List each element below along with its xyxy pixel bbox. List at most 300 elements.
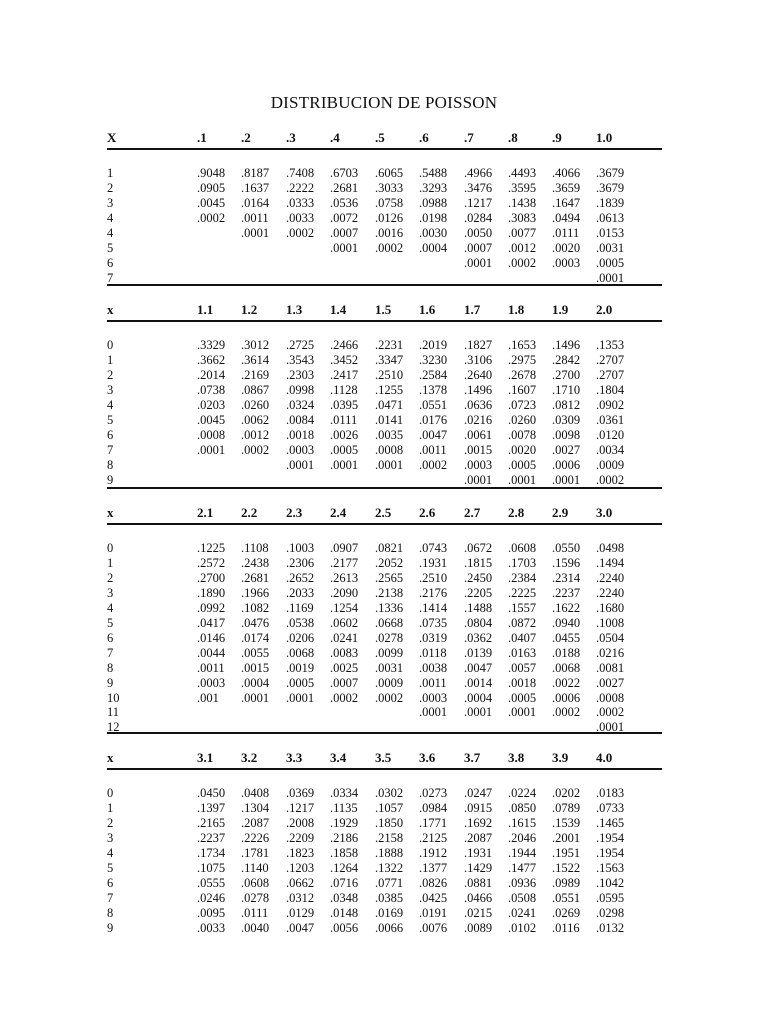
probability-cell: .0001 <box>330 457 359 472</box>
probability-cell: .0011 <box>197 660 225 675</box>
probability-cell: .0348 <box>330 890 359 905</box>
probability-cell: .1680 <box>596 600 625 615</box>
probability-cell: .0002 <box>596 705 625 720</box>
probability-cell: .3083 <box>508 210 537 225</box>
poisson-table-section <box>107 505 662 745</box>
probability-cell: .0001 <box>596 720 625 735</box>
probability-cell: .1522 <box>552 860 581 875</box>
x-value-cell: 4 <box>107 397 114 412</box>
lambda-column-header: 3.3 <box>286 750 303 765</box>
probability-cell: .0595 <box>596 890 625 905</box>
probability-cell: .0004 <box>419 240 448 255</box>
probability-cell: .0269 <box>552 905 581 920</box>
probability-cell: .9048 <box>197 166 226 180</box>
probability-cell: .0789 <box>552 800 581 815</box>
table-row <box>107 571 662 586</box>
lambda-column-header: 2.5 <box>375 505 392 520</box>
probability-cell: .0027 <box>552 442 581 457</box>
probability-cell: .0821 <box>375 541 404 555</box>
probability-cell: .0278 <box>241 890 270 905</box>
probability-cell: .0733 <box>596 800 625 815</box>
probability-cell: .0278 <box>375 630 404 645</box>
probability-cell: .0198 <box>419 210 448 225</box>
probability-cell: .0723 <box>508 397 537 412</box>
table-row <box>107 181 662 196</box>
probability-cell: .0247 <box>464 786 493 800</box>
probability-cell: .1304 <box>241 800 270 815</box>
x-value-cell: 4 <box>107 845 114 860</box>
probability-cell: .0001 <box>197 442 226 457</box>
probability-cell: .1850 <box>375 815 404 830</box>
x-value-cell: 2 <box>107 815 114 830</box>
x-value-cell: 2 <box>107 570 114 585</box>
probability-cell: .0007 <box>464 240 493 255</box>
probability-cell: .0077 <box>508 225 537 240</box>
probability-cell: .3679 <box>596 180 625 195</box>
probability-cell: .1931 <box>419 555 448 570</box>
probability-cell: .0001 <box>464 472 493 487</box>
probability-cell: .2158 <box>375 830 404 845</box>
probability-cell: .2700 <box>552 367 581 382</box>
probability-cell: .0002 <box>330 690 359 705</box>
probability-cell: .0408 <box>241 786 270 800</box>
probability-cell: .0662 <box>286 875 315 890</box>
probability-cell: .0002 <box>508 255 537 270</box>
probability-cell: .0006 <box>552 457 581 472</box>
probability-cell: .0246 <box>197 890 226 905</box>
probability-cell: .0001 <box>375 457 404 472</box>
probability-cell: .1169 <box>286 600 314 615</box>
probability-cell: .3347 <box>375 352 404 367</box>
probability-cell: .0111 <box>330 412 358 427</box>
probability-cell: .0098 <box>552 427 581 442</box>
table-row <box>107 556 662 571</box>
probability-cell: .0002 <box>286 225 315 240</box>
x-value-cell: 0 <box>107 338 114 352</box>
x-value-cell: 7 <box>107 270 114 285</box>
lambda-column-header: 4.0 <box>596 750 613 765</box>
table-row <box>107 458 662 473</box>
probability-cell: .0050 <box>464 225 493 240</box>
probability-cell: .0003 <box>197 675 226 690</box>
probability-cell: .1336 <box>375 600 404 615</box>
probability-cell: .0334 <box>330 786 359 800</box>
table-row <box>107 383 662 398</box>
probability-cell: .2125 <box>419 830 448 845</box>
probability-cell: .0538 <box>286 615 315 630</box>
probability-cell: .2222 <box>286 180 315 195</box>
probability-cell: .2209 <box>286 830 315 845</box>
x-value-cell: 5 <box>107 615 114 630</box>
probability-cell: .0078 <box>508 427 537 442</box>
probability-cell: .1494 <box>596 555 625 570</box>
x-value-cell: 0 <box>107 541 114 555</box>
probability-cell: .3293 <box>419 180 448 195</box>
probability-cell: .0369 <box>286 786 315 800</box>
x-value-cell: 5 <box>107 240 114 255</box>
probability-cell: .2725 <box>286 338 315 352</box>
probability-cell: .0056 <box>330 920 359 935</box>
table-row <box>107 166 662 181</box>
probability-cell: .2384 <box>508 570 537 585</box>
probability-cell: .0002 <box>552 705 581 720</box>
probability-cell: .0005 <box>596 255 625 270</box>
probability-cell: .1637 <box>241 180 270 195</box>
probability-cell: .0083 <box>330 645 359 660</box>
probability-cell: .0020 <box>508 442 537 457</box>
x-value-cell: 6 <box>107 427 114 442</box>
probability-cell: .0018 <box>286 427 315 442</box>
probability-cell: .0738 <box>197 382 226 397</box>
x-column-header: x <box>107 750 114 765</box>
probability-cell: .0018 <box>508 675 537 690</box>
probability-cell: .0116 <box>552 920 580 935</box>
probability-cell: .1217 <box>464 195 493 210</box>
probability-cell: .4493 <box>508 166 537 180</box>
table-row <box>107 921 662 936</box>
probability-cell: .0081 <box>596 660 625 675</box>
probability-cell: .0111 <box>241 905 269 920</box>
probability-cell: .0998 <box>286 382 315 397</box>
x-value-cell: 2 <box>107 367 114 382</box>
probability-cell: .0164 <box>241 195 270 210</box>
probability-cell: .1217 <box>286 800 315 815</box>
x-value-cell: 8 <box>107 457 114 472</box>
probability-cell: .1057 <box>375 800 404 815</box>
probability-cell: .0319 <box>419 630 448 645</box>
probability-cell: .1557 <box>508 600 537 615</box>
probability-cell: .0902 <box>596 397 625 412</box>
probability-cell: .0716 <box>330 875 359 890</box>
probability-cell: .0001 <box>241 225 270 240</box>
x-value-cell: 1 <box>107 800 114 815</box>
probability-cell: .1929 <box>330 815 359 830</box>
x-value-cell: 1 <box>107 555 114 570</box>
probability-cell: .1203 <box>286 860 315 875</box>
probability-cell: .0006 <box>552 690 581 705</box>
x-value-cell: 4 <box>107 225 114 240</box>
probability-cell: .0004 <box>464 690 493 705</box>
x-value-cell: 3 <box>107 585 114 600</box>
probability-cell: .0471 <box>375 397 404 412</box>
probability-cell: .0407 <box>508 630 537 645</box>
probability-cell: .2510 <box>419 570 448 585</box>
probability-cell: .0027 <box>596 675 625 690</box>
probability-cell: .1042 <box>596 875 625 890</box>
x-value-cell: 5 <box>107 860 114 875</box>
probability-cell: .0260 <box>508 412 537 427</box>
probability-cell: .0309 <box>552 412 581 427</box>
lambda-column-header: 1.7 <box>464 302 481 317</box>
probability-cell: .2240 <box>596 585 625 600</box>
x-value-cell: 6 <box>107 630 114 645</box>
table-row <box>107 473 662 488</box>
probability-cell: .1075 <box>197 860 226 875</box>
probability-cell: .0005 <box>286 675 315 690</box>
probability-cell: .0062 <box>241 412 270 427</box>
probability-cell: .0139 <box>464 645 493 660</box>
probability-cell: .3614 <box>241 352 270 367</box>
probability-cell: .1888 <box>375 845 404 860</box>
probability-cell: .0191 <box>419 905 448 920</box>
lambda-column-header: 1.0 <box>596 130 613 145</box>
probability-cell: .0072 <box>330 210 359 225</box>
probability-cell: .1378 <box>419 382 448 397</box>
probability-cell: .0005 <box>508 457 537 472</box>
lambda-column-header: 1.9 <box>552 302 569 317</box>
probability-cell: .0163 <box>508 645 537 660</box>
probability-cell: .2842 <box>552 352 581 367</box>
probability-cell: .3329 <box>197 338 226 352</box>
lambda-column-header: .3 <box>286 130 296 145</box>
probability-cell: .0743 <box>419 541 448 555</box>
probability-cell: .0004 <box>241 675 270 690</box>
probability-cell: .0536 <box>330 195 359 210</box>
probability-cell: .2700 <box>197 570 226 585</box>
x-value-cell: 10 <box>107 690 120 705</box>
probability-cell: .0045 <box>197 412 226 427</box>
probability-cell: .0001 <box>286 690 315 705</box>
probability-cell: .0466 <box>464 890 493 905</box>
probability-cell: .0002 <box>419 457 448 472</box>
lambda-column-header: 2.8 <box>508 505 525 520</box>
probability-cell: .2640 <box>464 367 493 382</box>
probability-cell: .2169 <box>241 367 270 382</box>
lambda-column-header: .8 <box>508 130 518 145</box>
probability-cell: .1692 <box>464 815 493 830</box>
table-row <box>107 876 662 891</box>
probability-cell: .0312 <box>286 890 315 905</box>
probability-cell: .0216 <box>596 645 625 660</box>
probability-cell: .1804 <box>596 382 625 397</box>
lambda-column-header: 2.4 <box>330 505 347 520</box>
probability-cell: .2087 <box>464 830 493 845</box>
table-row <box>107 906 662 921</box>
probability-cell: .0020 <box>552 240 581 255</box>
probability-cell: .0031 <box>375 660 404 675</box>
header-divider <box>107 320 662 322</box>
probability-cell: .1622 <box>552 600 581 615</box>
probability-cell: .0012 <box>241 427 270 442</box>
probability-cell: .1734 <box>197 845 226 860</box>
x-value-cell: 3 <box>107 382 114 397</box>
probability-cell: .0003 <box>464 457 493 472</box>
table-header-row <box>107 302 662 320</box>
x-column-header: x <box>107 505 114 520</box>
probability-cell: .0989 <box>552 875 581 890</box>
table-row <box>107 661 662 676</box>
probability-cell: .0476 <box>241 615 270 630</box>
table-row <box>107 705 662 720</box>
probability-cell: .0089 <box>464 920 493 935</box>
probability-cell: .2510 <box>375 367 404 382</box>
probability-cell: .5488 <box>419 166 448 180</box>
lambda-column-header: 3.8 <box>508 750 525 765</box>
lambda-column-header: 2.2 <box>241 505 258 520</box>
probability-cell: .0084 <box>286 412 315 427</box>
probability-cell: .0126 <box>375 210 404 225</box>
probability-cell: .0011 <box>419 442 447 457</box>
probability-cell: .2240 <box>596 570 625 585</box>
probability-cell: .0153 <box>596 225 625 240</box>
table-row <box>107 398 662 413</box>
probability-cell: .0008 <box>375 442 404 457</box>
lambda-column-header: 1.2 <box>241 302 258 317</box>
probability-cell: .0030 <box>419 225 448 240</box>
poisson-table-section <box>107 130 662 296</box>
probability-cell: .2681 <box>241 570 270 585</box>
probability-cell: .2205 <box>464 585 493 600</box>
probability-cell: .0992 <box>197 600 226 615</box>
probability-cell: .0608 <box>508 541 537 555</box>
lambda-column-header: .7 <box>464 130 474 145</box>
probability-cell: .0001 <box>552 472 581 487</box>
table-row <box>107 541 662 556</box>
probability-cell: .3452 <box>330 352 359 367</box>
x-value-cell: 4 <box>107 210 114 225</box>
probability-cell: .0102 <box>508 920 537 935</box>
lambda-column-header: 3.0 <box>596 505 613 520</box>
x-column-header: x <box>107 302 114 317</box>
probability-cell: .0033 <box>197 920 226 935</box>
probability-cell: .0333 <box>286 195 315 210</box>
probability-cell: .1596 <box>552 555 581 570</box>
probability-cell: .0129 <box>286 905 315 920</box>
probability-cell: .0224 <box>508 786 537 800</box>
probability-cell: .0034 <box>596 442 625 457</box>
probability-cell: .0188 <box>552 645 581 660</box>
table-row <box>107 413 662 428</box>
probability-cell: .1815 <box>464 555 493 570</box>
probability-cell: .3543 <box>286 352 315 367</box>
lambda-column-header: 1.3 <box>286 302 303 317</box>
header-divider <box>107 523 662 525</box>
lambda-column-header: 3.9 <box>552 750 569 765</box>
x-value-cell: 8 <box>107 905 114 920</box>
table-row <box>107 601 662 616</box>
table-header-row <box>107 505 662 523</box>
probability-cell: .0494 <box>552 210 581 225</box>
probability-cell: .2225 <box>508 585 537 600</box>
probability-cell: .0009 <box>596 457 625 472</box>
probability-cell: .2652 <box>286 570 315 585</box>
probability-cell: .1607 <box>508 382 537 397</box>
probability-cell: .1255 <box>375 382 404 397</box>
probability-cell: .1465 <box>596 815 625 830</box>
lambda-column-header: 3.2 <box>241 750 258 765</box>
probability-cell: .2237 <box>197 830 226 845</box>
probability-cell: .1539 <box>552 815 581 830</box>
probability-cell: .1414 <box>419 600 448 615</box>
table-row <box>107 801 662 816</box>
probability-cell: .1563 <box>596 860 625 875</box>
probability-cell: .0008 <box>596 690 625 705</box>
probability-cell: .0668 <box>375 615 404 630</box>
lambda-column-header: 2.6 <box>419 505 436 520</box>
probability-cell: .0758 <box>375 195 404 210</box>
x-value-cell: 6 <box>107 255 114 270</box>
probability-cell: .1823 <box>286 845 315 860</box>
probability-cell: .1397 <box>197 800 226 815</box>
probability-cell: .2176 <box>419 585 448 600</box>
probability-cell: .1377 <box>419 860 448 875</box>
probability-cell: .2572 <box>197 555 226 570</box>
probability-cell: .0324 <box>286 397 315 412</box>
probability-cell: .2231 <box>375 338 404 352</box>
probability-cell: .0001 <box>508 472 537 487</box>
probability-cell: .2417 <box>330 367 359 382</box>
probability-cell: .1653 <box>508 338 537 352</box>
lambda-column-header: 3.5 <box>375 750 392 765</box>
probability-cell: .1082 <box>241 600 270 615</box>
x-value-cell: 12 <box>107 720 120 735</box>
probability-cell: .0002 <box>241 442 270 457</box>
probability-cell: .0804 <box>464 615 493 630</box>
x-value-cell: 2 <box>107 180 114 195</box>
probability-cell: .1703 <box>508 555 537 570</box>
probability-cell: .0015 <box>464 442 493 457</box>
lambda-column-header: .4 <box>330 130 340 145</box>
probability-cell: .3230 <box>419 352 448 367</box>
probability-cell: .8187 <box>241 166 270 180</box>
probability-cell: .0019 <box>286 660 315 675</box>
probability-cell: .7408 <box>286 166 315 180</box>
probability-cell: .0872 <box>508 615 537 630</box>
probability-cell: .0002 <box>596 472 625 487</box>
probability-cell: .3476 <box>464 180 493 195</box>
probability-cell: .0002 <box>197 210 226 225</box>
probability-cell: .1912 <box>419 845 448 860</box>
probability-cell: .0602 <box>330 615 359 630</box>
probability-cell: .0867 <box>241 382 270 397</box>
probability-cell: .0076 <box>419 920 448 935</box>
probability-cell: .0812 <box>552 397 581 412</box>
probability-cell: .2019 <box>419 338 448 352</box>
probability-cell: .1128 <box>330 382 358 397</box>
probability-cell: .1966 <box>241 585 270 600</box>
probability-cell: .0047 <box>286 920 315 935</box>
lambda-column-header: 3.7 <box>464 750 481 765</box>
table-row <box>107 691 662 706</box>
probability-cell: .0169 <box>375 905 404 920</box>
probability-cell: .0012 <box>508 240 537 255</box>
probability-cell: .0025 <box>330 660 359 675</box>
probability-cell: .6065 <box>375 166 404 180</box>
x-value-cell: 11 <box>107 705 120 720</box>
probability-cell: .0216 <box>464 412 493 427</box>
probability-cell: .1496 <box>464 382 493 397</box>
probability-cell: .0120 <box>596 427 625 442</box>
probability-cell: .2087 <box>241 815 270 830</box>
probability-cell: .0425 <box>419 890 448 905</box>
probability-cell: .0044 <box>197 645 226 660</box>
page-title: DISTRIBUCION DE POISSON <box>270 93 498 112</box>
probability-cell: .0045 <box>197 195 226 210</box>
probability-cell: .2177 <box>330 555 359 570</box>
probability-cell: .0148 <box>330 905 359 920</box>
probability-cell: .0038 <box>419 660 448 675</box>
table-row <box>107 241 662 256</box>
section-divider <box>107 732 662 734</box>
probability-cell: .2707 <box>596 367 625 382</box>
probability-cell: .0850 <box>508 800 537 815</box>
probability-cell: .0005 <box>330 442 359 457</box>
probability-cell: .1647 <box>552 195 581 210</box>
probability-cell: .0007 <box>330 675 359 690</box>
probability-cell: .0061 <box>464 427 493 442</box>
probability-cell: .2681 <box>330 180 359 195</box>
probability-cell: .0026 <box>330 427 359 442</box>
